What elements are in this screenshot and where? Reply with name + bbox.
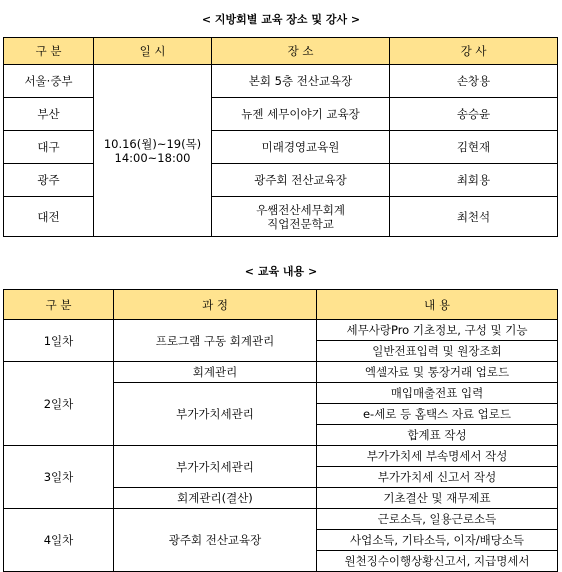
header-course: 과 정	[114, 290, 317, 320]
content-item: 부가가치세 신고서 작성	[317, 467, 558, 488]
day-cell: 2일차	[4, 362, 114, 446]
content-item: 엑셀자료 및 통장거래 업로드	[317, 362, 558, 383]
day-cell: 1일차	[4, 320, 114, 362]
course-cell: 광주회 전산교육장	[114, 509, 317, 572]
date-range: 10.16(월)~19(목)	[103, 136, 202, 151]
region-cell: 광주	[4, 164, 94, 197]
lecturer-cell: 손창용	[390, 65, 558, 98]
schedule-header-row	[4, 38, 558, 65]
content-item: 일반전표입력 및 원장조회	[317, 341, 558, 362]
table-row	[4, 65, 558, 98]
course-cell: 부가가치세관리	[114, 383, 317, 446]
content-item: 세무사랑Pro 기초정보, 구성 및 기능	[317, 320, 558, 341]
time-range: 14:00~18:00	[114, 150, 191, 165]
table-row	[4, 98, 558, 131]
place-cell: 본회 5층 전산교육장	[212, 65, 390, 98]
course-cell: 프로그램 구동 회계관리	[114, 320, 317, 362]
region-cell: 대구	[4, 131, 94, 164]
content-table	[3, 289, 558, 572]
lecturer-cell: 최천석	[390, 197, 558, 237]
header-division: 구 분	[4, 290, 114, 320]
content-item: 매입매출전표 입력	[317, 383, 558, 404]
place-cell: 미래경영교육원	[212, 131, 390, 164]
datetime-cell	[94, 65, 212, 237]
content-item: 원천징수이행상황신고서, 지급명세서	[317, 551, 558, 572]
header-datetime: 일 시	[94, 38, 212, 65]
course-cell: 부가가치세관리	[114, 446, 317, 488]
schedule-table	[3, 37, 558, 237]
region-cell: 서울·중부	[4, 65, 94, 98]
lecturer-cell: 송승윤	[390, 98, 558, 131]
day-cell: 3일차	[4, 446, 114, 509]
schedule-title: < 지방회별 교육 장소 및 강사 >	[201, 13, 361, 26]
place-line: 직업전문학교	[267, 216, 334, 231]
place-cell	[212, 197, 390, 237]
table-row	[4, 131, 558, 164]
content-item: e-세로 등 홈택스 자료 업로드	[317, 404, 558, 425]
content-item: 사업소득, 기타소득, 이자/배당소득	[317, 530, 558, 551]
day-cell: 4일차	[4, 509, 114, 572]
course-cell: 회계관리	[114, 362, 317, 383]
content-item: 근로소득, 일용근로소득	[317, 509, 558, 530]
table-row	[4, 509, 558, 530]
place-line: 우쌤전산세무회계	[256, 202, 345, 217]
table-row	[4, 362, 558, 383]
lecturer-cell: 김현재	[390, 131, 558, 164]
content-item: 기초결산 및 재무제표	[317, 488, 558, 509]
table-row	[4, 197, 558, 237]
course-cell: 회계관리(결산)	[114, 488, 317, 509]
region-cell: 대전	[4, 197, 94, 237]
lecturer-cell: 최회용	[390, 164, 558, 197]
table-row	[4, 320, 558, 341]
table-row	[4, 164, 558, 197]
content-item: 합계표 작성	[317, 425, 558, 446]
content-item: 부가가치세 부속명세서 작성	[317, 446, 558, 467]
place-cell: 광주회 전산교육장	[212, 164, 390, 197]
header-division: 구 분	[4, 38, 94, 65]
header-place: 장 소	[212, 38, 390, 65]
table-row	[4, 446, 558, 467]
content-header-row	[4, 290, 558, 320]
header-content: 내 용	[317, 290, 558, 320]
header-lecturer: 강 사	[390, 38, 558, 65]
region-cell: 부산	[4, 98, 94, 131]
content-title: < 교육 내용 >	[244, 265, 318, 278]
place-cell: 뉴젠 세무이야기 교육장	[212, 98, 390, 131]
